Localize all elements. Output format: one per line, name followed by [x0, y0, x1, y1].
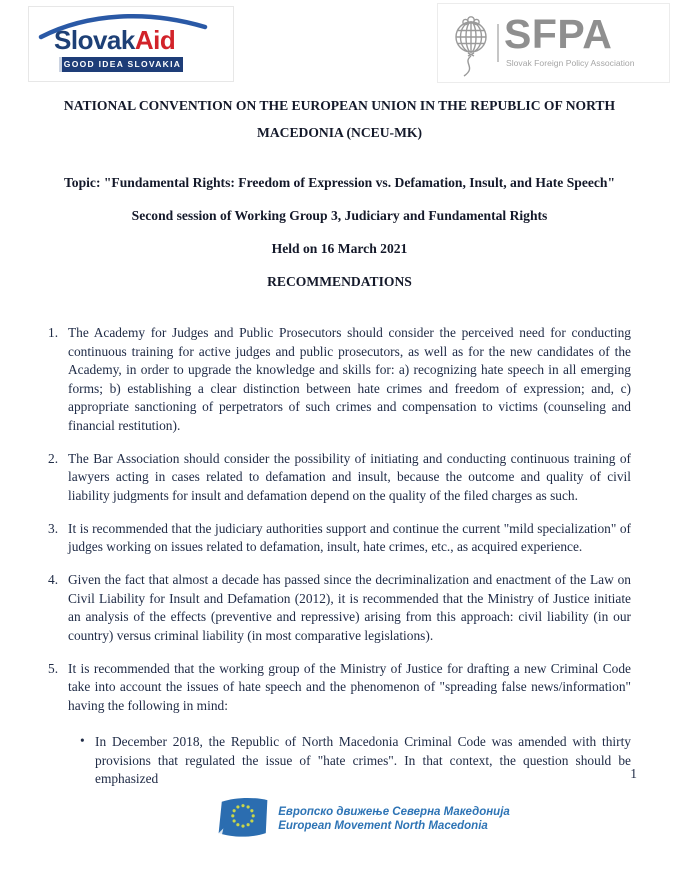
footer-text	[278, 805, 510, 834]
sfpa-subtitle: Slovak Foreign Policy Association	[506, 58, 635, 68]
item-number: 2.	[48, 450, 59, 466]
item-text: The Bar Association should consider the possibility of initiating and conducting continuous training of lawyers acting in cases related to defamation and insult, because the outcome and quality of civil liability judgments for insult and defamation depend on the quality of the filed charges as such.	[68, 450, 631, 503]
page-number: 1	[630, 766, 637, 781]
subheadings	[48, 166, 631, 298]
page-title	[48, 92, 631, 146]
footer-line-english: European Movement North Macedonia	[278, 820, 488, 832]
recommendation-item-3	[48, 520, 631, 557]
slovakaid-word-slovak: Slovak	[54, 25, 135, 55]
sfpa-globe-icon	[450, 10, 494, 80]
topic-line: Topic: "Fundamental Rights: Freedom of Expression vs. Defamation, Insult, and Hate Speech"	[63, 175, 616, 190]
page-title-line1: NATIONAL CONVENTION ON THE EUROPEAN UNION IN THE REPUBLIC OF NORTH	[63, 98, 616, 113]
item-number: 5.	[48, 660, 59, 676]
item-text: The Academy for Judges and Public Prosecutors should consider the perceived need for conducting continuous training for active judges and public prosecutors, as well as for the new candidates of the Academy, in order to upgrade the knowledge and skills for: a) recognizing hate speech in all emerging forms; b) establishing a clear distinction between hate crimes and freedom of expression; and, c) appropriate sanctioning of perpetrators of such crimes and compensation to victims (counseling and financial restitution).	[68, 325, 631, 433]
item-number: 1.	[48, 325, 59, 340]
recommendation-item-2	[48, 450, 631, 506]
sfpa-logo	[437, 3, 670, 83]
item-text: It is recommended that the judiciary authorities support and continue the current "mild specialization" of judges working on issues related to defamation, insult, hate crimes, etc., as acquired experience.	[68, 520, 631, 554]
recommendations-heading: RECOMMENDATIONS	[267, 274, 412, 289]
footer-line-macedonian: Европско движење Северна Македонија	[278, 805, 510, 818]
sfpa-acronym: SFPA	[504, 11, 613, 57]
page-title-line2: MACEDONIA (NCEU-MK)	[257, 125, 422, 140]
item-number: 3.	[48, 520, 59, 536]
recommendation-5-bullet-1	[80, 733, 631, 789]
recommendation-item-5	[48, 660, 631, 716]
session-line: Second session of Working Group 3, Judiciary and Fundamental Rights	[131, 208, 548, 223]
bullet-icon: •	[80, 733, 85, 748]
recommendation-item-1	[48, 324, 631, 435]
bullet-text: In December 2018, the Republic of North Macedonia Criminal Code was amended with thirty provisions that regulated the issue of "hate crimes". In that context, the question should be emphasized	[95, 734, 631, 786]
slovakaid-wordmark	[54, 25, 175, 56]
slovakaid-word-aid: Aid	[134, 25, 176, 55]
item-text: It is recommended that the working group of the Ministry of Justice for drafting a new Criminal Code take into account the issues of hate speech and the phenomenon of "spreading false news/information" having the following in mind:	[68, 660, 631, 713]
item-number: 4.	[48, 572, 59, 587]
date-line: Held on 16 March 2021	[271, 241, 408, 256]
slovakaid-tagline: GOOD IDEA SLOVAKIA	[59, 57, 183, 72]
eu-flag-icon	[217, 797, 269, 841]
recommendation-item-4	[48, 571, 631, 645]
footer-logo	[25, 797, 677, 841]
item-text: Given the fact that almost a decade has passed since the decriminalization and enactment of the Law on Civil Liability for Insult and Defamation (2012), it is recommended that the Ministry of Justice initiate an analysis of the effects (preventive and repressive) arising from this approach: civil liability (in our country) versus criminal liability (in most comparative legislations).	[68, 572, 631, 643]
recommendations-list	[48, 324, 631, 789]
slovakaid-logo	[28, 6, 234, 82]
sfpa-logo-divider	[497, 24, 499, 62]
